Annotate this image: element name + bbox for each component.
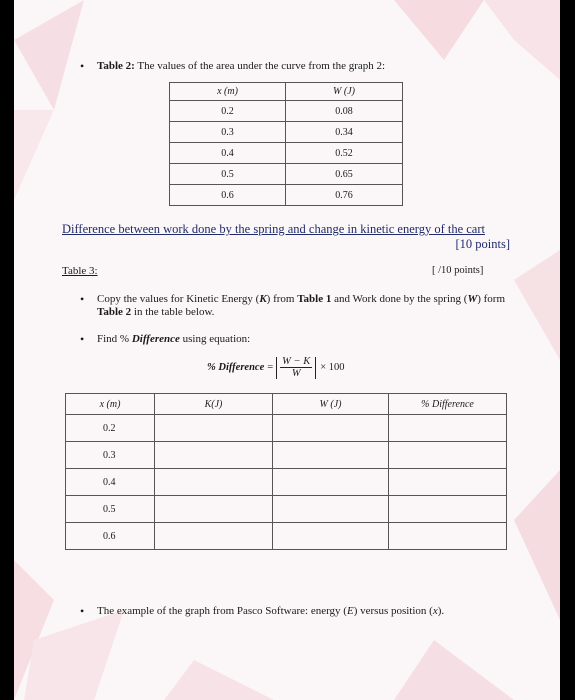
difference-equation bbox=[207, 356, 345, 379]
table3-empty-cell[interactable] bbox=[389, 415, 507, 442]
table-row bbox=[170, 164, 403, 185]
table3-header-k: K(J) bbox=[155, 394, 273, 415]
instruction-copy-values: • Copy the values for Kinetic Energy (K) from Table 1 and Work done by the spring (W) form Table 2 in the table below. bbox=[80, 292, 506, 318]
table2-header-w: W (J) bbox=[286, 83, 403, 101]
table3-empty-cell[interactable] bbox=[389, 496, 507, 523]
table3-header-difference: % Difference bbox=[389, 394, 507, 415]
table3-empty-cell[interactable] bbox=[273, 469, 389, 496]
table3-empty-cell[interactable] bbox=[273, 442, 389, 469]
table3 bbox=[65, 393, 507, 550]
bullet-icon: • bbox=[80, 59, 85, 73]
table3-points: [ /10 points] bbox=[432, 265, 484, 276]
table3-x-cell: 0.2 bbox=[66, 415, 155, 442]
equation-denominator: W bbox=[291, 368, 301, 379]
table3-empty-cell[interactable] bbox=[273, 523, 389, 550]
equation-lhs: % Difference bbox=[207, 362, 265, 373]
instruction-find-difference: • Find % Difference using equation: bbox=[80, 332, 251, 346]
table3-x-cell: 0.4 bbox=[66, 469, 155, 496]
section-points: [10 points] bbox=[455, 237, 510, 251]
abs-bar-left bbox=[276, 357, 277, 379]
table2-cell: 0.08 bbox=[286, 101, 403, 122]
table3-empty-cell[interactable] bbox=[273, 496, 389, 523]
table3-empty-cell[interactable] bbox=[155, 469, 273, 496]
document-page bbox=[14, 0, 560, 700]
table-row bbox=[66, 469, 507, 496]
table3-label: Table 3: bbox=[62, 265, 98, 277]
equation-fraction bbox=[280, 356, 312, 379]
table3-empty-cell[interactable] bbox=[389, 442, 507, 469]
table2-cell: 0.4 bbox=[170, 143, 286, 164]
table3-header-w: W (J) bbox=[273, 394, 389, 415]
table-row bbox=[66, 442, 507, 469]
table-row bbox=[66, 523, 507, 550]
table3-empty-cell[interactable] bbox=[389, 469, 507, 496]
table-row bbox=[66, 496, 507, 523]
table3-empty-cell[interactable] bbox=[389, 523, 507, 550]
table2-cell: 0.52 bbox=[286, 143, 403, 164]
graph-example-caption: • The example of the graph from Pasco Software: energy (E) versus position (x). bbox=[80, 604, 445, 618]
table3-x-cell: 0.6 bbox=[66, 523, 155, 550]
equation-equals: = bbox=[267, 362, 274, 373]
table2-cell: 0.3 bbox=[170, 122, 286, 143]
bullet-icon: • bbox=[80, 604, 85, 618]
table2-cell: 0.65 bbox=[286, 164, 403, 185]
equation-times: × 100 bbox=[320, 362, 345, 373]
table2-cell: 0.6 bbox=[170, 185, 286, 206]
abs-bar-right bbox=[315, 357, 316, 379]
table3-empty-cell[interactable] bbox=[155, 496, 273, 523]
bullet-icon: • bbox=[80, 332, 85, 346]
table-row bbox=[170, 122, 403, 143]
table3-x-cell: 0.5 bbox=[66, 496, 155, 523]
equation-numerator: W − K bbox=[282, 356, 311, 367]
table3-x-cell: 0.3 bbox=[66, 442, 155, 469]
table2-cell: 0.2 bbox=[170, 101, 286, 122]
table2-header-x: x (m) bbox=[170, 83, 286, 101]
table2-caption: • Table 2: The values of the area under the curve from the graph 2: bbox=[80, 59, 386, 73]
bullet-icon: • bbox=[80, 292, 85, 306]
table3-empty-cell[interactable] bbox=[273, 415, 389, 442]
table3-empty-cell[interactable] bbox=[155, 442, 273, 469]
table-row bbox=[170, 143, 403, 164]
table3-empty-cell[interactable] bbox=[155, 523, 273, 550]
table-row bbox=[66, 415, 507, 442]
section-title: Difference between work done by the spring and change in kinetic energy of the cart [10 points] bbox=[62, 222, 510, 251]
table-row bbox=[170, 101, 403, 122]
table3-header-x: x (m) bbox=[66, 394, 155, 415]
table-row bbox=[170, 185, 403, 206]
table3-empty-cell[interactable] bbox=[155, 415, 273, 442]
table2-cell: 0.5 bbox=[170, 164, 286, 185]
table2-cell: 0.76 bbox=[286, 185, 403, 206]
table2 bbox=[169, 82, 403, 206]
table2-cell: 0.34 bbox=[286, 122, 403, 143]
